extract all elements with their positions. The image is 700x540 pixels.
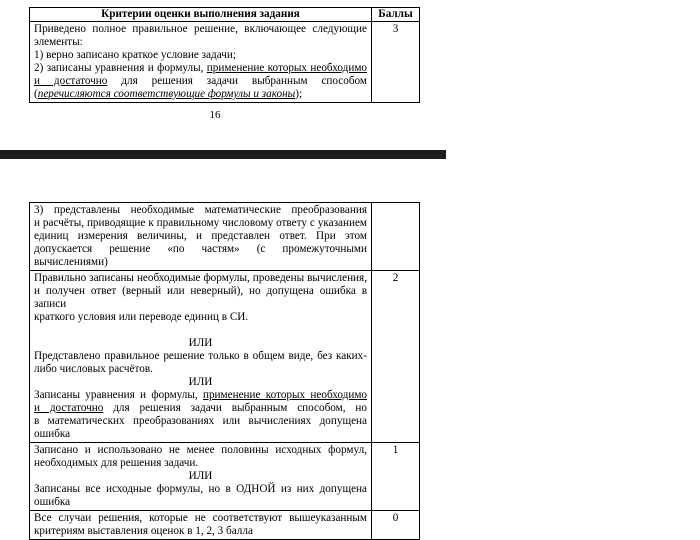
page-divider xyxy=(0,150,446,159)
criteria-cell: 3) представлены необходимые математические преобразования и расчёты, приводящие к правильному числовому ответу с указанием единиц измерения величины, и представлен ответ. При этом допускается решение «по частям» (с промежуточными вычислениями) xyxy=(30,203,372,271)
score-cell: 3 xyxy=(372,22,420,103)
criteria-table-bottom xyxy=(29,202,420,540)
header-criteria: Критерии оценки выполнения задания xyxy=(30,8,372,22)
page-number: 16 xyxy=(209,109,221,121)
score-cell: 2 xyxy=(372,271,420,443)
header-score: Баллы xyxy=(372,8,420,22)
table-row xyxy=(30,22,420,103)
table-row xyxy=(30,511,420,540)
score-cell: 0 xyxy=(372,511,420,540)
table-row xyxy=(30,271,420,443)
criteria-cell: Правильно записаны необходимые формулы, проведены вычисления, и получен ответ (верный или неверный), но допущена ошибка в записи краткого условия или переводе единиц в СИ. ИЛИ Представлено правильное решение только в общем виде, без каких- либо числовых расчётов. ИЛИ Записаны уравнения и формулы, применение которых необходимо и достаточно для решения задачи выбранным способом, но в математических преобразованиях или вычислениях допущена ошибка xyxy=(30,271,372,443)
score-cell: 1 xyxy=(372,443,420,511)
or-separator: ИЛИ xyxy=(188,470,213,482)
table-row xyxy=(30,443,420,511)
criteria-cell: Приведено полное правильное решение, включающее следующие элементы: 1) верно записано краткое условие задачи; 2) записаны уравнения и формулы, применение которых необходимо и достаточно для решения задачи выбранным способом (перечисляются соответствующие формулы и законы); xyxy=(30,22,372,103)
criteria-cell: Все случаи решения, которые не соответствуют вышеуказанным критериям выставления оценок в 1, 2, 3 балла xyxy=(30,511,372,540)
score-cell xyxy=(372,203,420,271)
or-separator: ИЛИ xyxy=(188,337,213,349)
criteria-cell: Записано и использовано не менее половины исходных формул, необходимых для решения задачи. ИЛИ Записаны все исходные формулы, но в ОДНОЙ из них допущена ошибка xyxy=(30,443,372,511)
table-row xyxy=(30,203,420,271)
criteria-table-top xyxy=(29,7,420,103)
or-separator: ИЛИ xyxy=(188,376,213,388)
